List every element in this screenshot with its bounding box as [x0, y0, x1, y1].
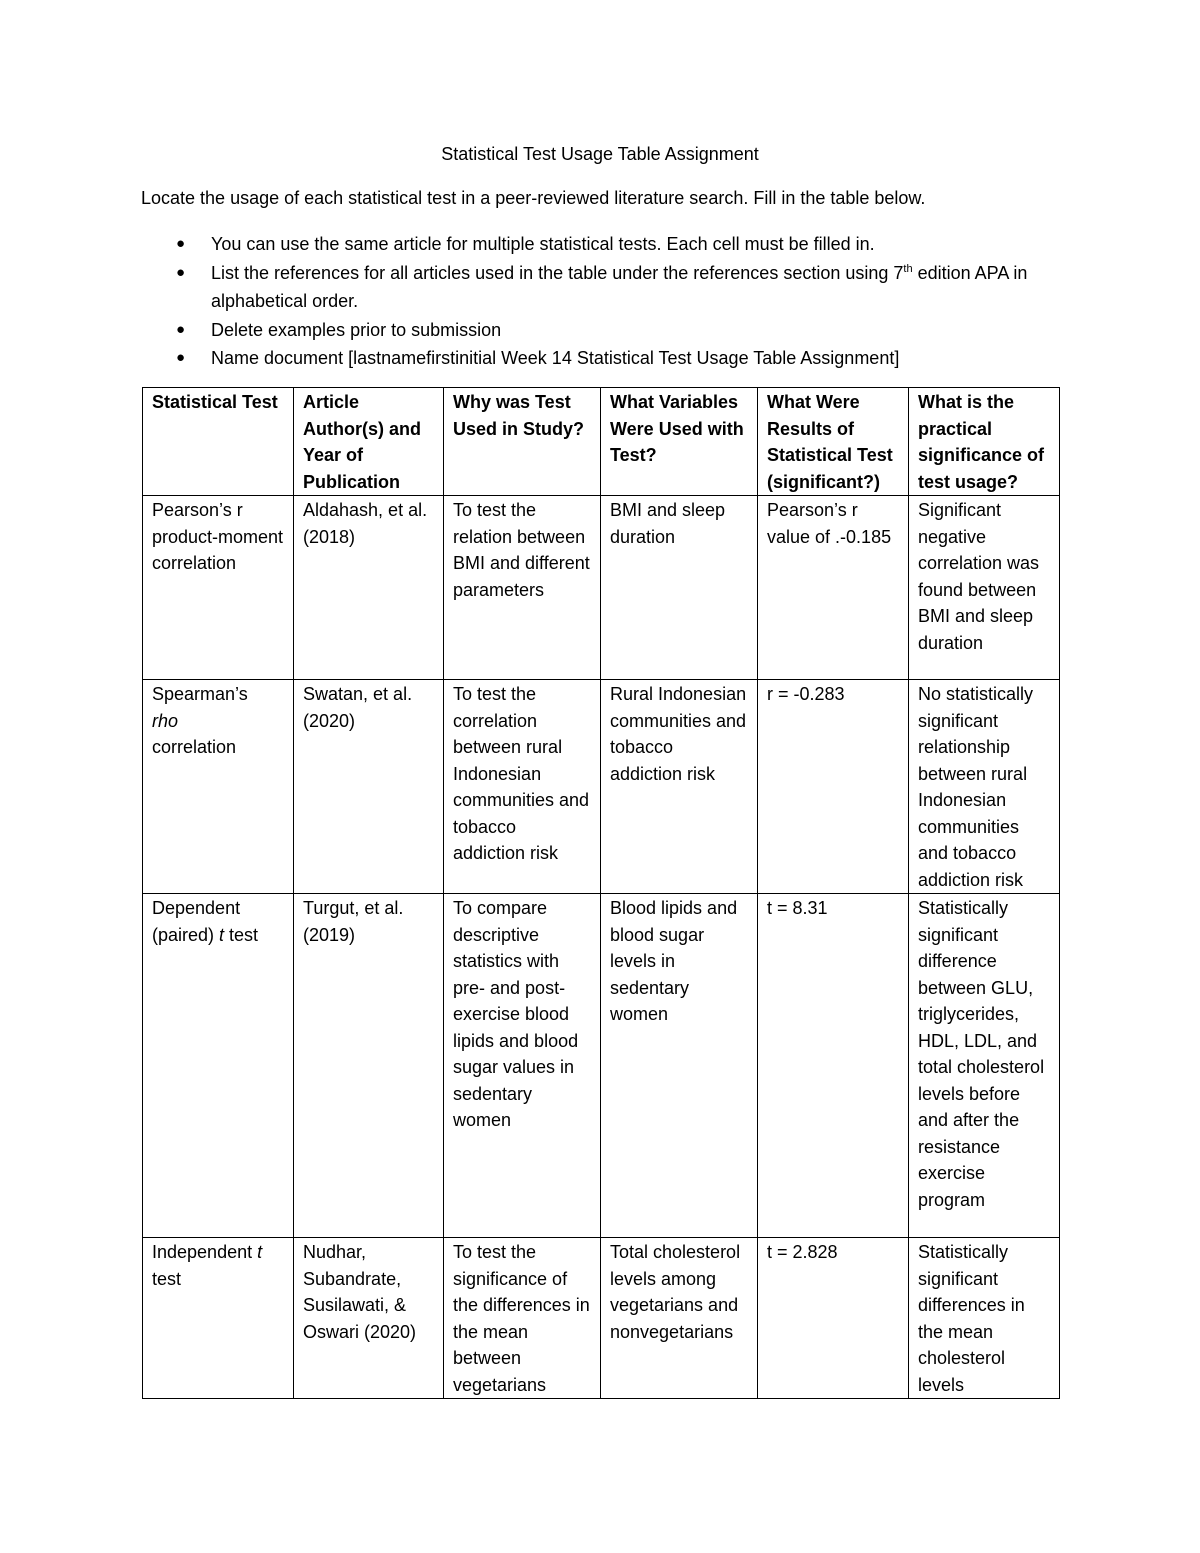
- instruction-text: Delete examples prior to submission: [211, 319, 502, 340]
- cell-variables: BMI and sleep duration: [601, 496, 758, 680]
- cell-test: [143, 1238, 294, 1399]
- cell-why: To test the significance of the differences in the mean between vegetarians: [444, 1238, 601, 1399]
- cell-authors: Turgut, et al. (2019): [294, 894, 444, 1238]
- cell-results: r = -0.283: [758, 680, 909, 894]
- cell-significance: Statistically significant difference between GLU, triglycerides, HDL, LDL, and total cholesterol levels before and after the resistance exercise program: [909, 894, 1060, 1238]
- cell-authors: Aldahash, et al. (2018): [294, 496, 444, 680]
- cell-variables: Rural Indonesian communities and tobacco addiction risk: [601, 680, 758, 894]
- cell-results: t = 8.31: [758, 894, 909, 1238]
- instruction-text: Name document [lastnamefirstinitial Week 14 Statistical Test Usage Table Assignment]: [211, 348, 900, 368]
- test-name-part: Independent: [152, 1242, 258, 1262]
- document-title: Statistical Test Usage Table Assignment: [441, 144, 759, 164]
- cell-variables: Blood lipids and blood sugar levels in sedentary women: [601, 894, 758, 1238]
- instruction-list: [141, 230, 1071, 373]
- cell-why: To test the relation between BMI and different parameters: [444, 496, 601, 680]
- test-name-italic: t: [257, 1242, 263, 1262]
- test-name-part: Dependent (paired): [152, 898, 241, 945]
- header-practical-significance: What is the practical significance of test usage?: [909, 388, 1060, 496]
- test-name-part: test: [152, 1268, 182, 1289]
- header-why-used: Why was Test Used in Study?: [444, 388, 601, 496]
- instruction-text: List the references for all articles used in the table under the references section using 7: [211, 262, 904, 283]
- cell-significance: Significant negative correlation was found between BMI and sleep duration: [909, 496, 1060, 680]
- test-name-part: correlation: [152, 737, 237, 757]
- cell-variables: Total cholesterol levels among vegetarians and nonvegetarians: [601, 1238, 758, 1399]
- test-name-part: Spearman’s: [152, 684, 248, 704]
- cell-test: Pearson’s r product-moment correlation: [143, 496, 294, 680]
- cell-results: Pearson’s r value of .-0.185: [758, 496, 909, 680]
- table-row: [143, 680, 1060, 894]
- table-row: [143, 496, 1060, 680]
- cell-authors: Nudhar, Subandrate, Susilawati, & Oswari (2020): [294, 1238, 444, 1399]
- cell-significance: Statistically significant differences in the mean cholesterol levels: [909, 1238, 1060, 1399]
- test-name-part: test: [224, 924, 259, 945]
- header-statistical-test: Statistical Test: [143, 388, 294, 496]
- cell-why: To test the correlation between rural Indonesian communities and tobacco addiction risk: [444, 680, 601, 894]
- bullet-icon: ●: [176, 263, 186, 281]
- table-header-row: [143, 388, 1060, 496]
- statistical-test-table: [142, 387, 1060, 1399]
- test-name-italic: rho: [152, 710, 179, 731]
- header-variables: What Variables Were Used with Test?: [601, 388, 758, 496]
- instruction-text: You can use the same article for multiple statistical tests. Each cell must be filled in.: [211, 234, 875, 254]
- cell-authors: Swatan, et al. (2020): [294, 680, 444, 894]
- table-row: [143, 894, 1060, 1238]
- instruction-item: [141, 316, 1071, 345]
- instruction-item: [141, 259, 1071, 316]
- instruction-text: edition APA in alphabetical order.: [211, 262, 1028, 311]
- cell-why: To compare descriptive statistics with pre- and post-exercise blood lipids and blood sugar values in sedentary women: [444, 894, 601, 1238]
- cell-significance: No statistically significant relationship between rural Indonesian communities and tobacco addiction risk: [909, 680, 1060, 894]
- test-name-italic: t: [219, 924, 225, 945]
- cell-test: [143, 680, 294, 894]
- header-results: What Were Results of Statistical Test (significant?): [758, 388, 909, 496]
- bullet-icon: ●: [176, 349, 186, 366]
- bullet-icon: ●: [176, 320, 186, 338]
- cell-results: t = 2.828: [758, 1238, 909, 1399]
- instruction-item: [141, 230, 1071, 259]
- instruction-item: [141, 344, 1071, 373]
- superscript: th: [903, 262, 913, 275]
- bullet-icon: ●: [176, 235, 186, 252]
- table-row: [143, 1238, 1060, 1399]
- intro-paragraph: Locate the usage of each statistical test in a peer-reviewed literature search. Fill in the table below.: [141, 188, 926, 208]
- header-article-authors: Article Author(s) and Year of Publication: [294, 388, 444, 496]
- cell-test: [143, 894, 294, 1238]
